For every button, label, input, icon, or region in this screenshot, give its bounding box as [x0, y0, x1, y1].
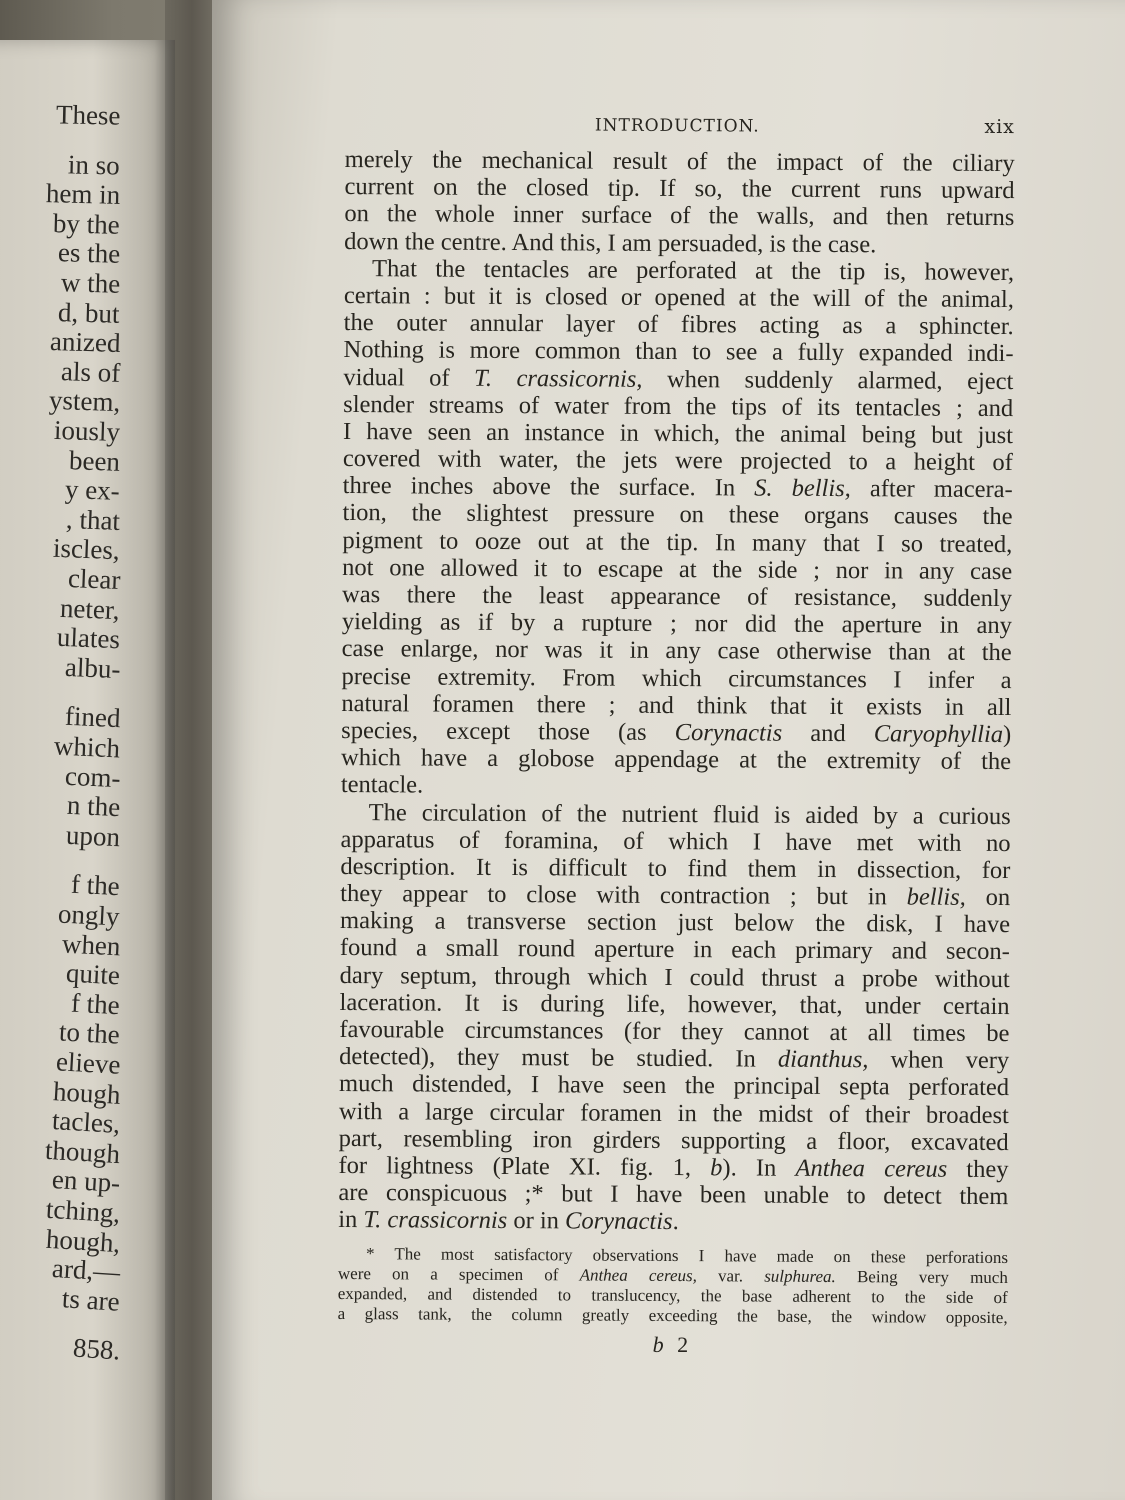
page-number: xix	[984, 115, 1015, 139]
species-name: S. bellis,	[754, 474, 851, 503]
text-line: favourable circumstances (for they cannot at all times be	[339, 1015, 1010, 1048]
left-page-line: ulates	[56, 621, 121, 655]
left-page-line: als of	[60, 355, 121, 388]
left-page-line: upon	[65, 819, 121, 853]
text-segment: in	[338, 1206, 364, 1234]
left-page-line: d, but	[58, 296, 121, 329]
left-page-line: by the	[52, 207, 121, 240]
text-line	[339, 1043, 1009, 1074]
text-line: yielding as if by a rupture ; nor did the aperture in any	[341, 608, 1012, 640]
text-segment: ). In	[722, 1154, 796, 1182]
left-page-line: es the	[57, 237, 121, 270]
left-page-line: tacles,	[51, 1105, 121, 1140]
text-segment: they	[947, 1155, 1009, 1184]
left-page-line: iously	[53, 414, 121, 448]
text-segment: three inches above the surface. In	[342, 472, 755, 502]
text-line: description. It is difficult to find them in dissection, for	[340, 852, 1011, 884]
figure-ref: b	[710, 1154, 723, 1182]
left-page-line: in so	[67, 149, 121, 181]
left-page-line: f the	[70, 987, 121, 1021]
species-name: T. crassicornis,	[474, 364, 643, 393]
left-page-line: hem in	[45, 178, 121, 211]
left-page-line: tching,	[44, 1193, 121, 1229]
species-name: Anthea cereus,	[579, 1264, 697, 1285]
text-line	[343, 363, 1013, 394]
left-page-line: ongly	[57, 898, 121, 932]
signature-letter: b	[652, 1331, 668, 1357]
species-name: T. crassicornis	[363, 1206, 508, 1235]
left-page-line: though	[44, 1134, 121, 1169]
text-line: natural foramen there ; and think that it exists in all	[341, 689, 1012, 721]
text-segment: were on a specimen of	[337, 1263, 580, 1284]
left-page-line: iscles,	[52, 533, 121, 566]
left-page-line: which	[53, 730, 121, 764]
footnote	[338, 1243, 1008, 1327]
text-line: tentacle.	[340, 771, 424, 799]
left-page-line: , that	[65, 503, 121, 536]
left-page-line: to the	[58, 1016, 121, 1051]
text-line: are conspicuous ;* but I have been unable to detect them	[338, 1179, 1009, 1211]
left-facing-page	[0, 40, 175, 1500]
text-line: tion, the slightest pressure on these organs causes the	[342, 499, 1013, 531]
running-head	[345, 112, 1015, 138]
signature-mark	[337, 1329, 1007, 1359]
text-line: certain : but it is closed or opened at the will of the animal,	[343, 281, 1014, 314]
left-page-line: These	[55, 99, 121, 131]
text-segment: or in	[507, 1207, 566, 1235]
running-head-title: INTRODUCTION.	[594, 115, 760, 137]
text-segment: Being very much	[835, 1266, 1008, 1287]
left-page-line: anized	[49, 326, 121, 359]
text-line	[343, 472, 1013, 503]
text-line: part, resembling iron girders supporting a floor, excavated	[338, 1124, 1009, 1156]
paragraph-2	[341, 255, 1014, 803]
left-page-line: clear	[67, 563, 121, 595]
left-page-line: y ex-	[64, 474, 121, 507]
species-name: Anthea cereus	[795, 1154, 948, 1183]
text-line: making a transverse section just below the disk, I have	[339, 907, 1011, 939]
text-line	[341, 717, 1011, 748]
text-line: with a large circular foramen in the midst of their broadest	[338, 1097, 1009, 1129]
species-name: dianthus,	[777, 1045, 869, 1074]
text-segment: they appear to close with contraction ; but in	[340, 880, 907, 911]
left-page-line: hough	[51, 1075, 121, 1110]
text-line: The circulation of the nutrient fluid is aided by a curious	[368, 798, 1011, 830]
text-line: found a small round aperture in each primary and secon-	[339, 934, 1010, 966]
text-line: which have a globose appendage at the extremity of the	[340, 744, 1012, 776]
footnote-line: * The most satisfactory observations I have made on these perforations	[365, 1243, 1009, 1267]
text-segment: and	[782, 719, 874, 748]
text-segment: .	[672, 1208, 679, 1236]
text-segment: detected), they must be studied. In	[339, 1043, 778, 1073]
species-name: bellis,	[906, 883, 966, 911]
text-segment: on	[965, 883, 1011, 912]
left-page-line: quite	[65, 957, 121, 991]
text-line: Nothing is more common than to see a fully expanded indi-	[343, 336, 1014, 368]
text-segment: when suddenly alarmed, eject	[642, 365, 1014, 395]
left-page-line: 858.	[71, 1332, 121, 1366]
text-line: I have seen an instance in which, the animal being but just	[342, 417, 1014, 449]
variety-name: sulphurea.	[764, 1266, 836, 1286]
text-segment: for lightness (Plate XI. fig. 1,	[338, 1151, 711, 1182]
text-segment: )	[1002, 720, 1012, 749]
text-line: the outer annular layer of fibres acting as a sphincter.	[343, 309, 1014, 341]
genus-name: Corynactis	[565, 1207, 673, 1236]
left-page-line: albu-	[63, 651, 121, 684]
text-line: That the tentacles are perforated at the tip is, however,	[371, 254, 1015, 286]
genus-name: Corynactis	[674, 718, 783, 747]
footnote-line: a glass tank, the column greatly exceeding the base, the window opposite,	[337, 1303, 1008, 1327]
left-page-line: been	[68, 444, 121, 477]
text-segment: vidual of	[343, 363, 475, 392]
paragraph-3	[338, 798, 1011, 1237]
genus-name: Caryophyllia	[873, 720, 1004, 748]
text-line	[338, 1206, 1008, 1237]
left-page-line: fined	[63, 701, 121, 734]
signature-number: 2	[677, 1331, 693, 1357]
text-line: on the whole inner surface of the walls, and then returns	[344, 200, 1015, 232]
text-line: slender streams of water from the tips of its tentacles ; and	[343, 390, 1014, 422]
text-segment: var.	[696, 1265, 765, 1286]
footnote-line: expanded, and distended to translucency, the base adherent to the side of	[337, 1283, 1008, 1307]
text-line: current on the closed tip. If so, the current runs upward	[344, 173, 1015, 205]
text-segment: species, except those (as	[341, 716, 675, 746]
left-page-line: neter,	[59, 592, 121, 625]
left-page-line: ard,—	[50, 1253, 121, 1288]
left-page-line: hough,	[44, 1223, 121, 1258]
text-segment: when very	[868, 1046, 1010, 1075]
left-page-line: w the	[60, 267, 121, 299]
text-line: not one allowed it to escape at the side ; nor in any case	[342, 553, 1013, 585]
text-line: covered with water, the jets were projected to a height of	[342, 445, 1013, 477]
paragraph-1	[344, 146, 1015, 259]
text-line: dary septum, through which I could thrust a probe without	[339, 961, 1010, 993]
text-line: much distended, I have seen the principal septa perforated	[338, 1070, 1010, 1102]
text-line: laceration. It is during life, however, that, under certain	[339, 988, 1010, 1020]
text-segment: after macera-	[850, 475, 1013, 504]
left-page-line: f the	[70, 869, 121, 902]
text-line: was there the least appearance of resistance, suddenly	[341, 580, 1013, 613]
left-page-line: when	[60, 928, 121, 962]
text-line: precise extremity. From which circumstances I infer a	[341, 662, 1012, 694]
text-line: case enlarge, nor was it in any case otherwise than at the	[341, 635, 1012, 667]
left-page-line: elieve	[54, 1046, 121, 1080]
text-line	[338, 1152, 1008, 1183]
left-page-line: en up-	[50, 1164, 121, 1199]
text-line: apparatus of foramina, of which I have met with no	[340, 825, 1011, 857]
right-page-text	[337, 112, 1015, 1360]
text-line: down the centre. And this, I am persuaded, is the case.	[344, 227, 877, 258]
text-line: pigment to ooze out at the tip. In many that I so treated,	[342, 526, 1013, 558]
left-page-line: com-	[63, 760, 121, 793]
left-page-line: ystem,	[48, 385, 121, 418]
left-page-line: ts are	[61, 1282, 121, 1317]
text-line	[340, 880, 1010, 911]
left-page-line: n the	[66, 789, 121, 823]
text-line: merely the mechanical result of the impact of the ciliary	[344, 145, 1015, 178]
